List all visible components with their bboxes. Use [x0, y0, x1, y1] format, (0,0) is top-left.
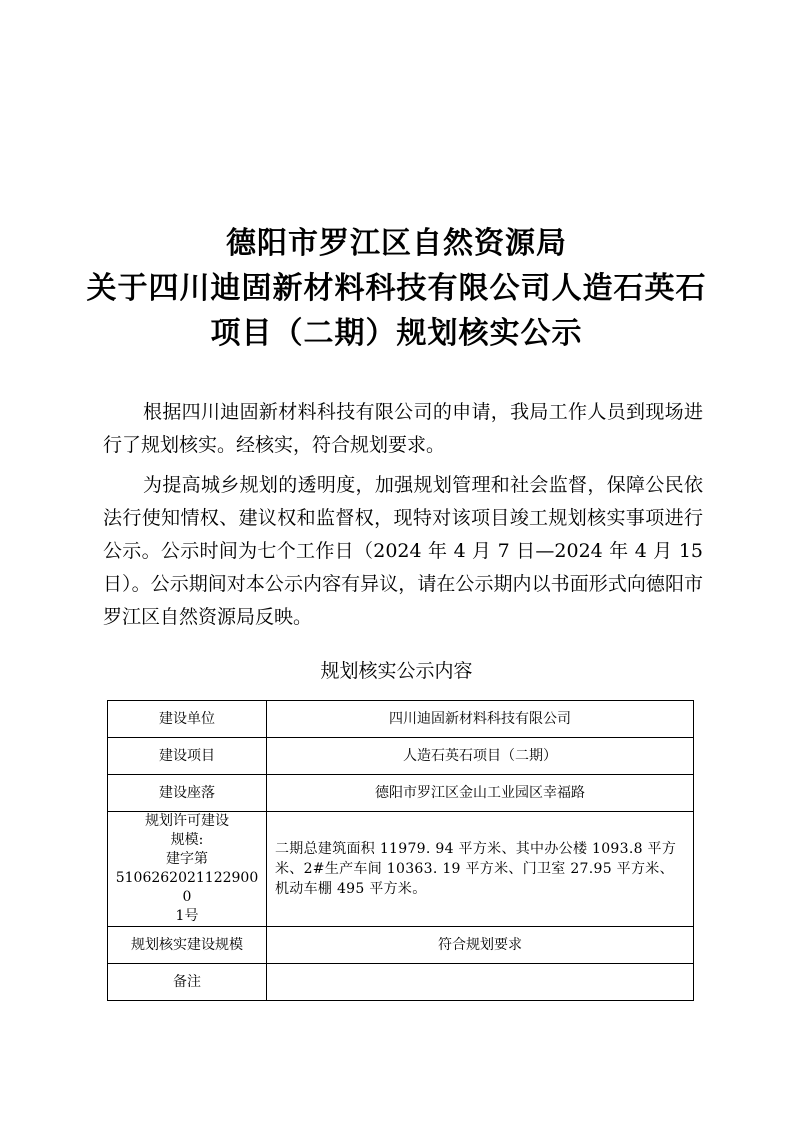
- table-title: 规划核实公示内容: [320, 660, 473, 682]
- row-label-remarks: 备注: [108, 964, 267, 1001]
- table-row: [108, 701, 694, 738]
- paragraph-application: 根据四川迪固新材料科技有限公司的申请，我局工作人员到现场进行了规划核实。经核实，符合规划要求。: [103, 401, 703, 456]
- row-label-project: 建设项目: [108, 738, 267, 775]
- row-value-construction-unit: 四川迪固新材料科技有限公司: [267, 701, 694, 738]
- permit-label-line: 建字第: [166, 851, 208, 867]
- table-row: [108, 775, 694, 812]
- row-label-verified-scale: 规划核实建设规模: [108, 927, 267, 964]
- document-title-line-2: 关于四川迪固新材料科技有限公司人造石英石: [86, 271, 707, 306]
- paragraph-announcement: 为提高城乡规划的透明度，加强规划管理和社会监督，保障公民依法行使知情权、建议权和监督权，现特对该项目竣工规划核实事项进行公示。公示时间为七个工作日（2024 年 4 月 7 日—2024 年 4 月 15 日）。公示期间对本公示内容有异议，请在公示期内以书面形式向德阳市罗江区自然资源局反映。: [103, 474, 703, 628]
- permit-number-line: 51062620211229000: [115, 870, 259, 905]
- permit-label-line: 规划许可建设: [145, 813, 229, 829]
- row-label-permit-scale: [108, 812, 267, 927]
- row-value-project: 人造石英石项目（二期）: [267, 738, 694, 775]
- row-label-construction-unit: 建设单位: [108, 701, 267, 738]
- document-title-line-3: 项目（二期）规划核实公示: [210, 316, 583, 351]
- document-title-line-1: 德阳市罗江区自然资源局: [226, 226, 567, 261]
- permit-number-line: 1号: [175, 908, 199, 924]
- permit-label-line: 规模:: [170, 832, 204, 848]
- row-value-remarks: [267, 964, 694, 1001]
- table-row: [108, 927, 694, 964]
- row-value-verified-scale: 符合规划要求: [267, 927, 694, 964]
- publicity-table: [107, 700, 694, 1001]
- row-value-location: 德阳市罗江区金山工业园区幸福路: [267, 775, 694, 812]
- table-row: [108, 964, 694, 1001]
- row-label-location: 建设座落: [108, 775, 267, 812]
- table-row: [108, 738, 694, 775]
- row-value-permit-scale: 二期总建筑面积 11979. 94 平方米、其中办公楼 1093.8 平方米、2#生产车间 10363. 19 平方米、门卫室 27.95 平方米、机动车棚 495 平方米。: [267, 812, 694, 927]
- table-row: [108, 812, 694, 927]
